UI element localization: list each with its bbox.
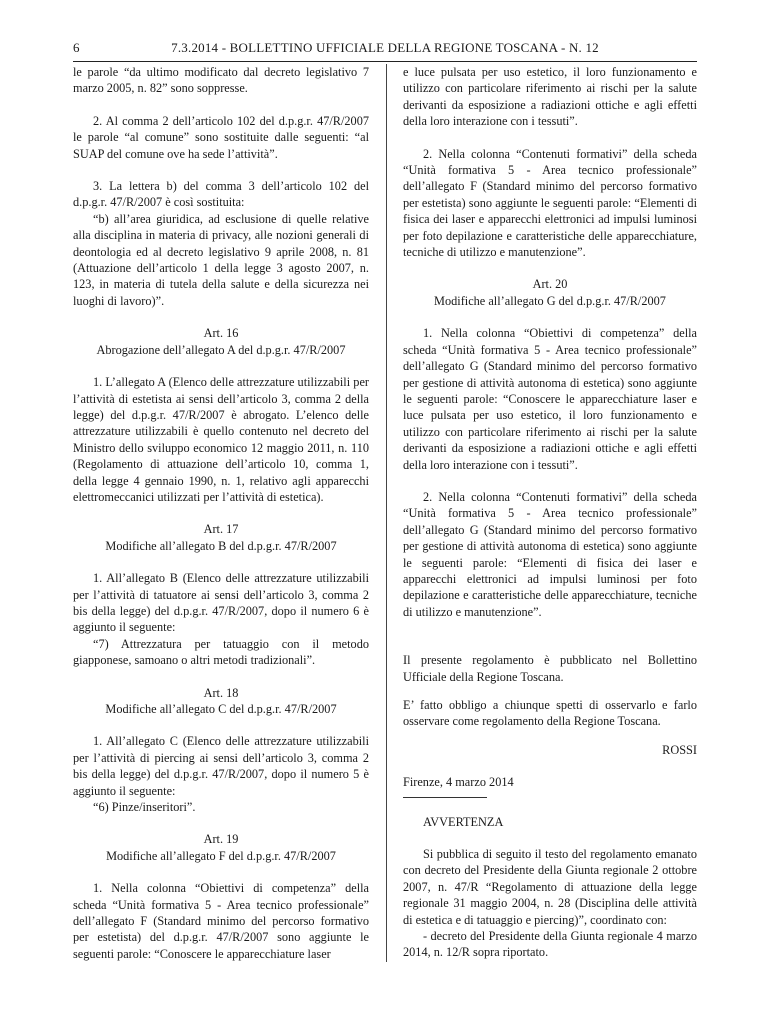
paragraph: “b) all’area giuridica, ad esclusione di quelle relative alla disciplina in materia di privacy, alle nozioni generali di deontologia ed al decreto legislativo 9 aprile 2008, n. 81 (Attuazione dell’articolo 1 della legge 3 agosto 2007, n. 123, in materia di tutela della salute e della sicurezza nei luoghi di lavoro)”. xyxy=(73,211,369,308)
article-title: Art. 20 xyxy=(532,277,568,292)
bulletin-title: 7.3.2014 - BOLLETTINO UFFICIALE DELLA REGIONE TOSCANA - N. 12 xyxy=(171,40,599,55)
warning-title: AVVERTENZA xyxy=(423,814,504,829)
article-title: Art. 18 xyxy=(203,685,239,700)
article-subtitle: Modifiche all’allegato G del d.p.g.r. 47/R/2007 xyxy=(434,293,666,308)
paragraph: 1. All’allegato B (Elenco delle attrezzature utilizzabili per l’attività di tatuatore ai sensi dell’articolo 3, comma 2 bis della legge) del d.p.g.r. 47/R/2007, dopo il numero 6 è aggiunto il seguente: xyxy=(73,571,369,635)
paragraph: 3. La lettera b) del comma 3 dell’articolo 102 del d.p.g.r. 47/R/2007 è così sostituita: xyxy=(73,179,369,210)
paragraph: Si pubblica di seguito il testo del regolamento emanato con decreto del Presidente della Giunta regionale 2 ottobre 2007, n. 47/R “Regolamento di attuazione della legge regionale 31 maggio 2004, n. 28 (Disciplina delle attività di estetica e di tatuaggio e piercing)”, coordinato con: xyxy=(403,847,697,927)
signature: ROSSI xyxy=(662,742,697,757)
page-header xyxy=(73,40,697,60)
right-column xyxy=(403,64,697,961)
paragraph: “6) Pinze/inseritori”. xyxy=(93,800,196,815)
left-column xyxy=(73,64,369,962)
article-subtitle: Modifiche all’allegato F del d.p.g.r. 47/R/2007 xyxy=(106,848,336,863)
paragraph: le parole “da ultimo modificato dal decreto legislativo 7 marzo 2005, n. 82” sono soppresse. xyxy=(73,65,369,96)
paragraph: 2. Nella colonna “Contenuti formativi” della scheda “Unità formativa 5 - Area tecnico professionale” dell’allegato F (Standard minimo del percorso formativo per estetista) sono aggiunte le seguenti parole: “Elementi di fisica dei laser e apparecchi elettronici ad impulsi luminosi per foto depilazione e caratteristiche delle apparecchiature, tecniche di utilizzo e manutenzione”. xyxy=(403,146,697,260)
article-subtitle: Abrogazione dell’allegato A del d.p.g.r. 47/R/2007 xyxy=(96,342,346,357)
article-subtitle: Modifiche all’allegato C del d.p.g.r. 47/R/2007 xyxy=(105,702,337,716)
column-divider xyxy=(386,64,387,962)
article-subtitle: Modifiche all’allegato B del d.p.g.r. 47/R/2007 xyxy=(105,538,337,553)
article-title: Art. 17 xyxy=(203,522,239,537)
page-number: 6 xyxy=(73,40,80,55)
paragraph: 2. Nella colonna “Contenuti formativi” della scheda “Unità formativa 5 - Area tecnico professionale” dell’allegato G (Standard minimo del percorso formativo per gestione di attività autonoma di estetica) sono aggiunte le seguenti parole: “Elementi di fisica dei laser e apparecchi elettronici ad impulsi luminosi per foto depilazione e caratteristiche delle apparecchiature, tecniche di utilizzo e manutenzione”. xyxy=(403,489,697,619)
paragraph: 1. L’allegato A (Elenco delle attrezzature utilizzabili per l’attività di estetista ai sensi dell’articolo 3, comma 2 della legge) del d.p.g.r. 47/R/2007 è abrogato. L’elenco delle attrezzature utilizzabili è quello contenuto nel decreto del Ministro dello sviluppo economico 12 maggio 2011, n. 110 (Regolamento di attuazione dell’articolo 10, comma 1, della legge 4 gennaio 1990, n. 1, relativo agli apparecchi elettromeccanici utilizzati per l’attività di estetica). xyxy=(73,375,369,504)
paragraph: e luce pulsata per uso estetico, il loro funzionamento e utilizzo con particolare riferimento ai rischi per la salute derivanti da esposizione a radiazioni ottiche e agli effetti della loro interazione con i tessuti”. xyxy=(403,65,697,129)
place-date: Firenze, 4 marzo 2014 xyxy=(403,775,514,790)
article-title: Art. 19 xyxy=(203,832,239,847)
article-title: Art. 16 xyxy=(203,326,239,341)
paragraph: “7) Attrezzatura per tatuaggio con il metodo giapponese, samoano o altri metodi tradizionali”. xyxy=(73,636,369,668)
obligation-note: E’ fatto obbligo a chiunque spetti di osservarlo e farlo osservare come regolamento della Regione Toscana. xyxy=(403,698,697,729)
paragraph: - decreto del Presidente della Giunta regionale 4 marzo 2014, n. 12/R sopra riportato. xyxy=(403,929,697,960)
paragraph: 1. All’allegato C (Elenco delle attrezzature utilizzabili per l’attività di piercing ai sensi dell’articolo 3, comma 2 bis della legge) del d.p.g.r. 47/R/2007, dopo il numero 5 è aggiunto il seguente: xyxy=(73,734,369,798)
header-rule xyxy=(73,61,697,62)
paragraph: 2. Al comma 2 dell’articolo 102 del d.p.g.r. 47/R/2007 le parole “al comune” sono sostituite dalle seguenti: “al SUAP del comune ove ha sede l’attività”. xyxy=(73,113,369,161)
paragraph: 1. Nella colonna “Obiettivi di competenza” della scheda “Unità formativa 5 - Area tecnico professionale” dell’allegato G (Standard minimo del percorso formativo per gestione di attività autonoma di estetica) sono aggiunte le seguenti parole: “Conoscere le apparecchiature laser e luce pulsata per uso estetico, il loro funzionamento e utilizzo con particolare riferimento ai rischi per la salute derivanti da esposizione a radiazioni ottiche e agli effetti della loro interazione con i tessuti”. xyxy=(403,326,697,472)
paragraph: 1. Nella colonna “Obiettivi di competenza” della scheda “Unità formativa 5 - Area tecnico professionale” dell’allegato F (Standard minimo del percorso formativo per estetista) del d.p.g.r. 47/R/2007 sono aggiunte le seguenti parole: “Conoscere le apparecchiature laser xyxy=(73,881,369,961)
publication-note: Il presente regolamento è pubblicato nel Bollettino Ufficiale della Regione Toscana. xyxy=(403,653,697,684)
